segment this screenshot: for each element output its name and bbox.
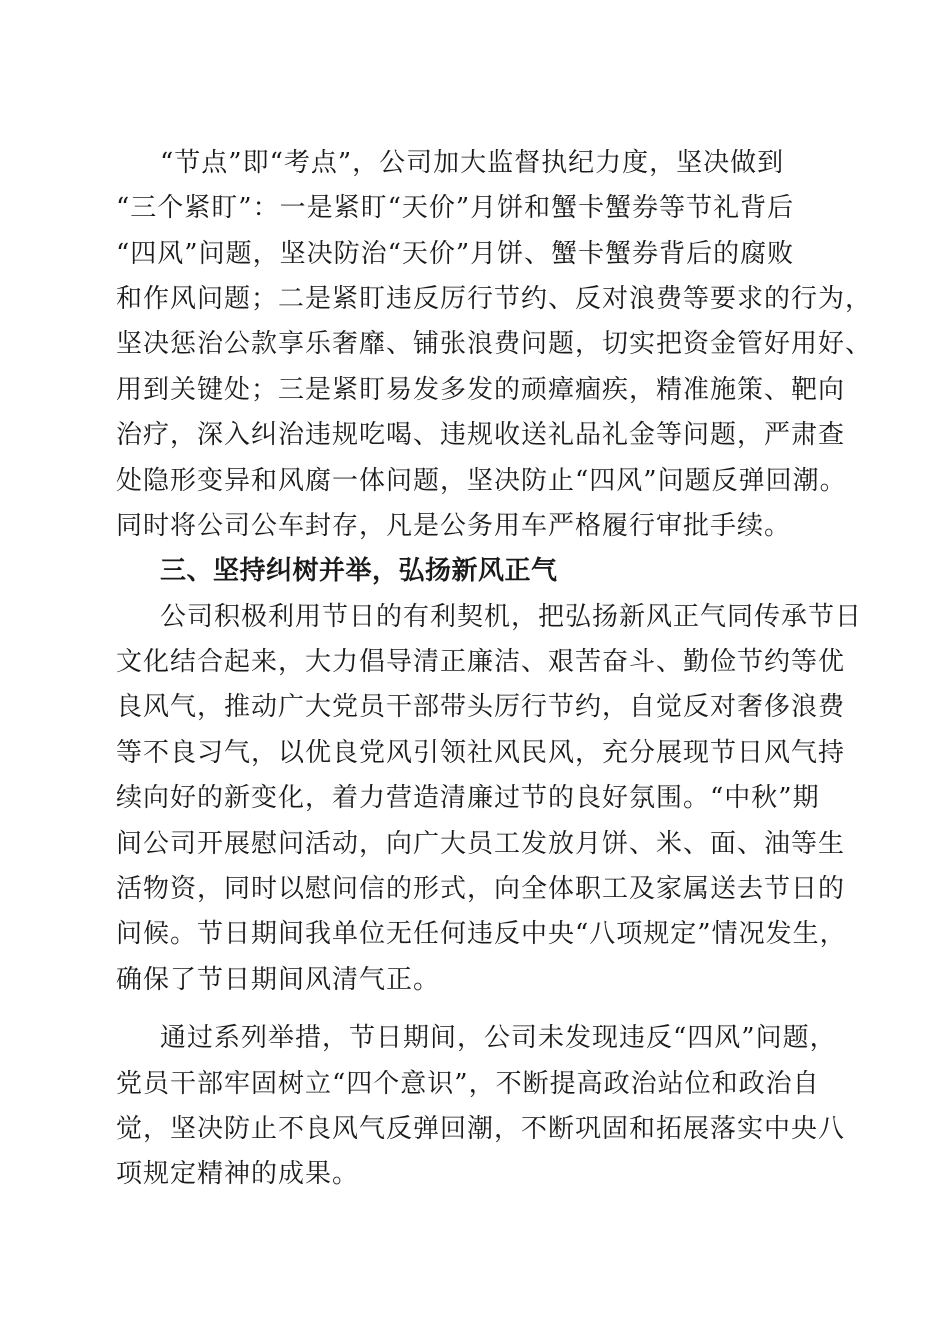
paragraph-2-line-6: 间公司开展慰问活动，向广大员工发放月饼、米、面、油等生 bbox=[116, 829, 846, 859]
paragraph-2-line-5: 续向好的新变化，着力营造清廉过节的良好氛围。“中秋”期 bbox=[116, 783, 820, 813]
paragraph-2-line-4: 等不良习气，以优良党风引领社风民风，充分展现节日风气持 bbox=[116, 738, 846, 768]
paragraph-1-line-8: 处隐形变异和风腐一体问题，坚决防止“四风”问题反弹回潮。 bbox=[116, 466, 847, 496]
paragraph-1-line-1: “节点”即“考点”，公司加大监督执纪力度，坚决做到 bbox=[160, 148, 785, 178]
section-3-heading: 三、坚持纠树并举，弘扬新风正气 bbox=[160, 556, 558, 586]
paragraph-2-line-3: 良风气，推动广大党员干部带头厉行节约，自觉反对奢侈浪费 bbox=[116, 692, 846, 722]
paragraph-2-line-8: 问候。节日期间我单位无任何违反中央“八项规定”情况发生， bbox=[116, 919, 847, 949]
paragraph-1-line-9: 同时将公司公车封存，凡是公务用车严格履行审批手续。 bbox=[116, 511, 792, 541]
paragraph-3-line-2: 党员干部牢固树立“四个意识”，不断提高政治站位和政治自 bbox=[116, 1069, 820, 1099]
paragraph-1-line-7: 治疗，深入纠治违规吃喝、违规收送礼品礼金等问题，严肃查 bbox=[116, 420, 846, 450]
paragraph-2-line-1: 公司积极利用节日的有利契机，把弘扬新风正气同传承节日 bbox=[160, 602, 863, 632]
paragraph-2-line-9: 确保了节日期间风清气正。 bbox=[116, 965, 441, 995]
paragraph-2-line-2: 文化结合起来，大力倡导清正廉洁、艰苦奋斗、勤俭节约等优 bbox=[116, 647, 846, 677]
paragraph-1-line-2: “三个紧盯”：一是紧盯“天价”月饼和蟹卡蟹券等节礼背后 bbox=[116, 193, 795, 223]
paragraph-1-line-6: 用到关键处；三是紧盯易发多发的顽瘴痼疾，精准施策、靶向 bbox=[116, 375, 846, 405]
paragraph-3-line-1: 通过系列举措，节日期间，公司未发现违反“四风”问题， bbox=[160, 1023, 837, 1053]
paragraph-1-line-3: “四风”问题，坚决防治“天价”月饼、蟹卡蟹券背后的腐败 bbox=[116, 239, 795, 269]
paragraph-3-line-3: 觉，坚决防止不良风气反弹回潮，不断巩固和拓展落实中央八 bbox=[116, 1114, 846, 1144]
paragraph-1-line-4: 和作风问题；二是紧盯违反厉行节约、反对浪费等要求的行为， bbox=[116, 284, 873, 314]
paragraph-2-line-7: 活物资，同时以慰问信的形式，向全体职工及家属送去节日的 bbox=[116, 874, 846, 904]
paragraph-3-line-4: 项规定精神的成果。 bbox=[116, 1159, 360, 1189]
paragraph-1-line-5: 坚决惩治公款享乐奢靡、铺张浪费问题，切实把资金管好用好、 bbox=[116, 329, 873, 359]
